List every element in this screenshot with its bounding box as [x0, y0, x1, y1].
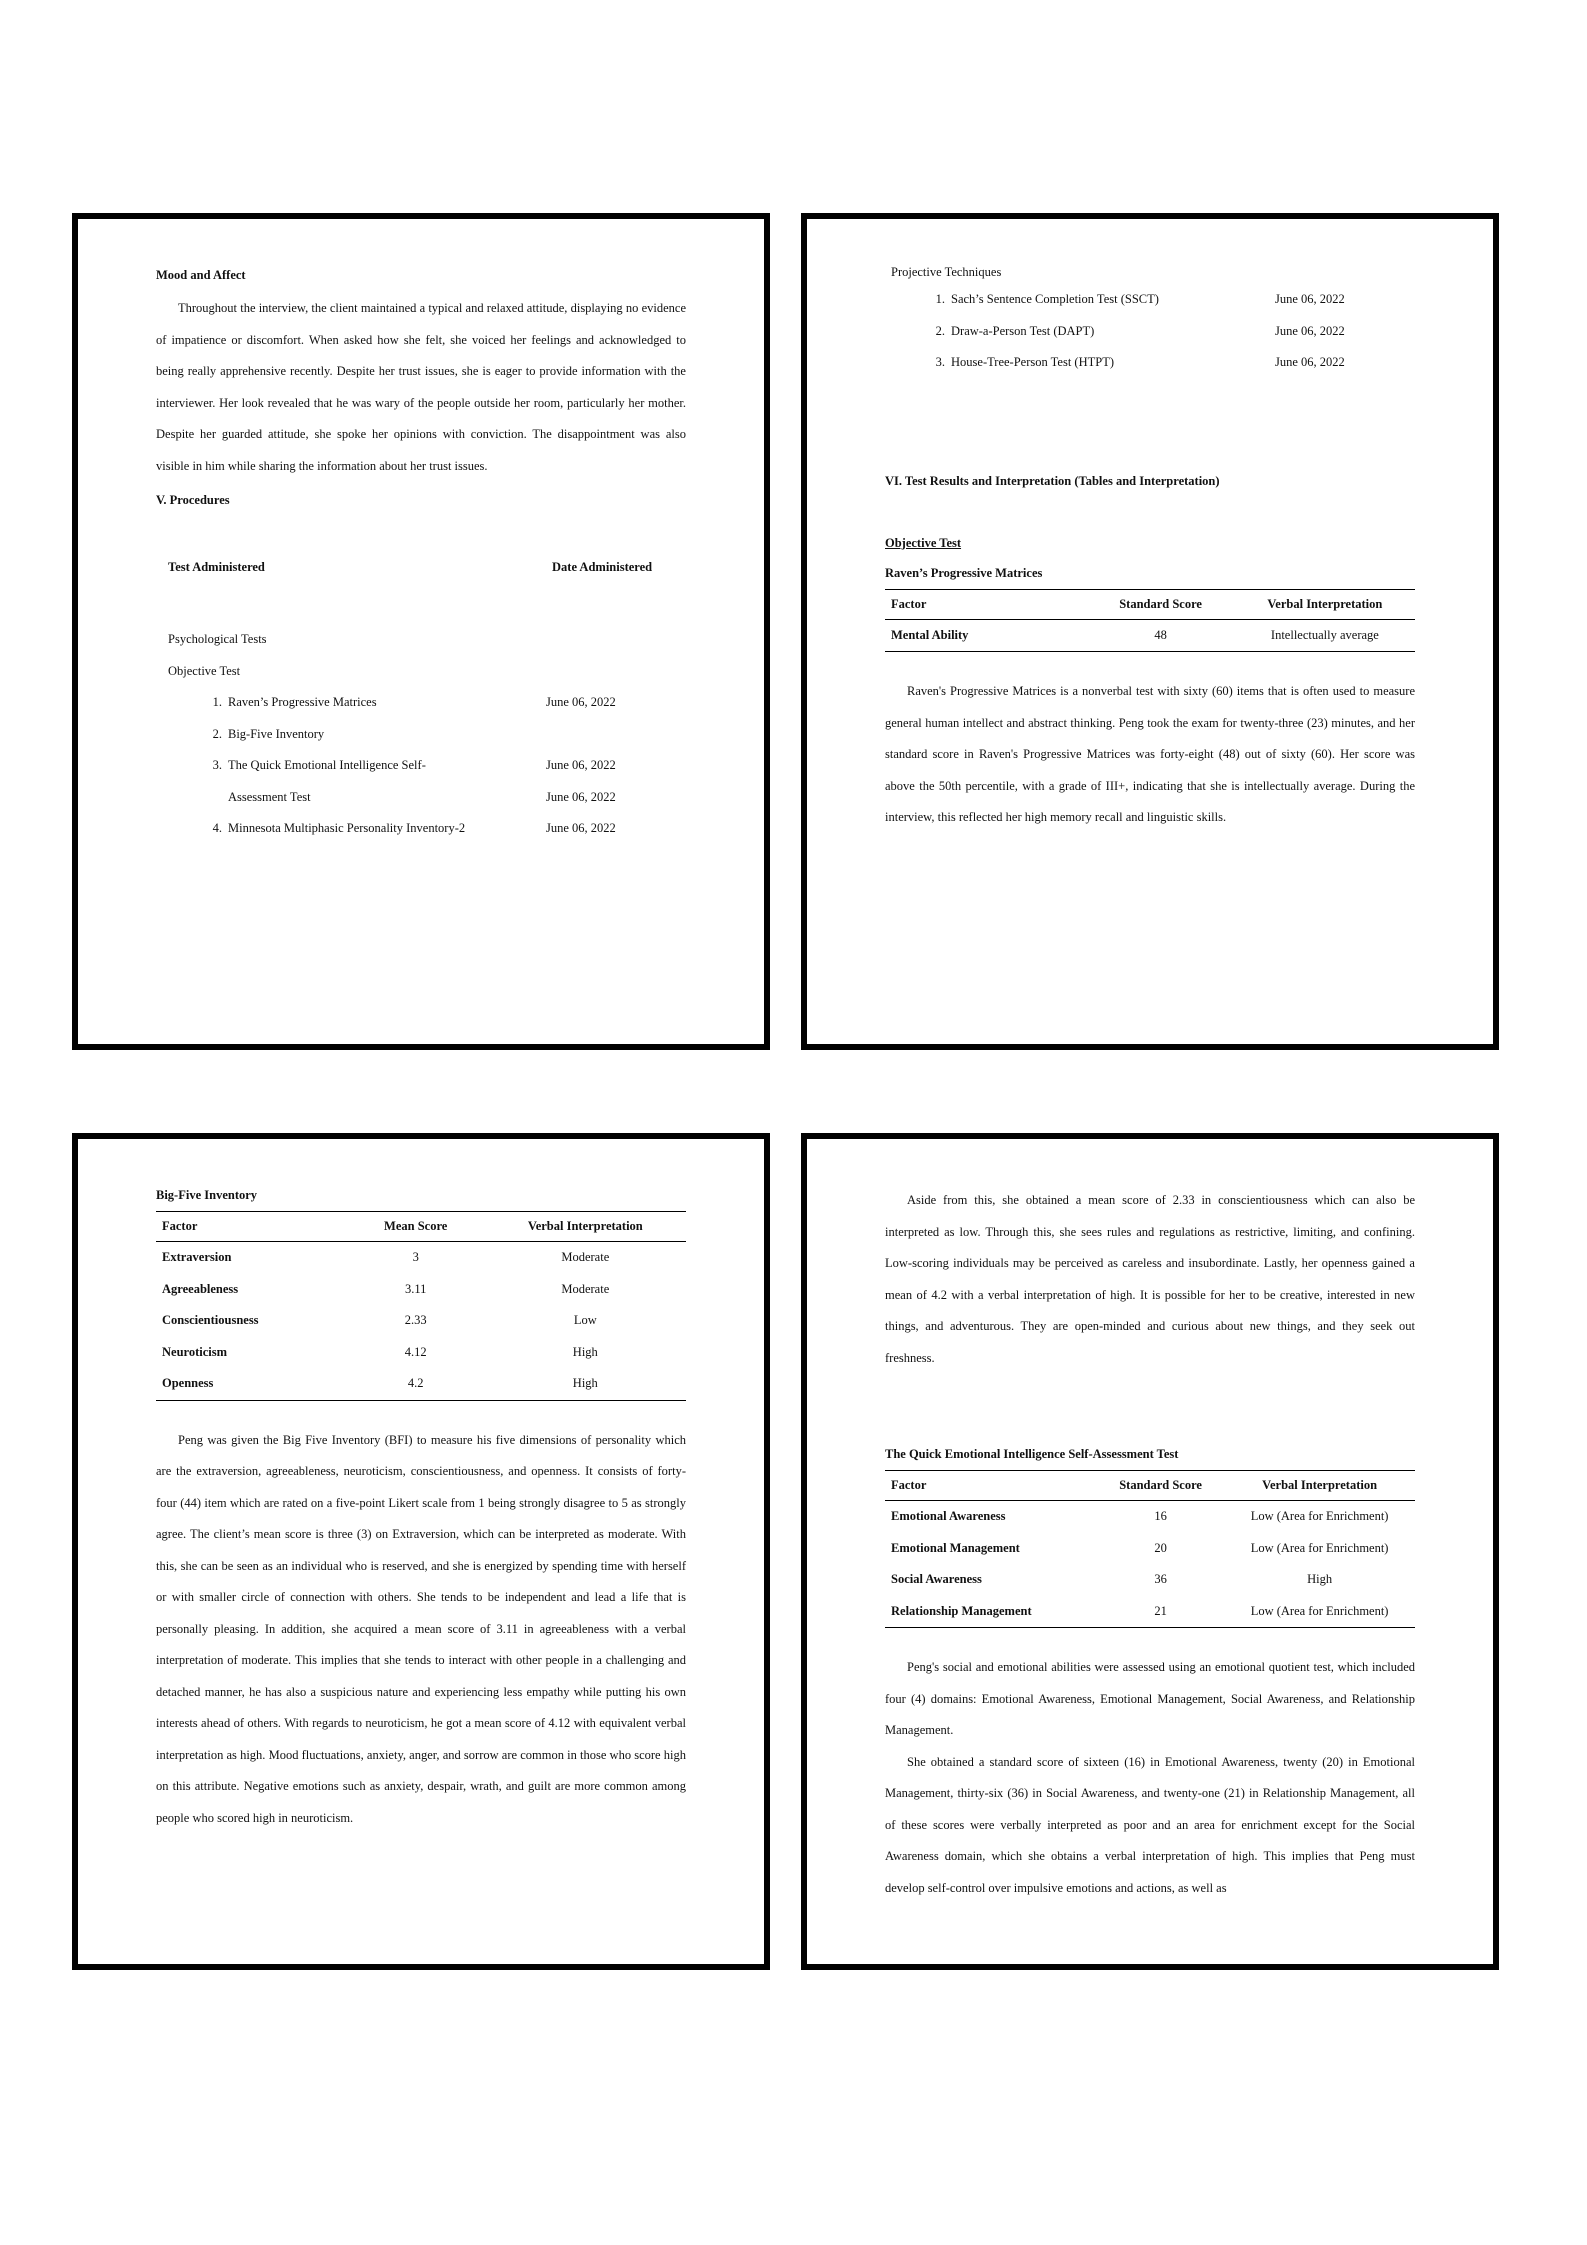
bfi-heading: Big-Five Inventory — [156, 1188, 258, 1202]
bfi-cell-score: 4.12 — [404, 1344, 427, 1359]
projective-test-row — [885, 316, 1415, 348]
bfi-cell-interp: Moderate — [561, 1250, 610, 1265]
mood-heading: Mood and Affect — [156, 268, 246, 282]
procedure-test-date: June 06, 2022 — [546, 695, 616, 709]
procedures-list — [156, 624, 686, 845]
conscientiousness-paragraph: Aside from this, she obtained a mean score of 2.33 in conscientiousness which can also be interpreted as low. Through this, she sees rules and regulations as restrictive, limiting, and confining. Low-scoring individuals may be perceived as careless and insubordinate. Lastly, her openness gained a mean of 4.2 with a verbal interpretation of high. It is possible for her to be creative, interested in new things, and adventurous. They are open-minded and curious about new things, and they seek out freshness. — [885, 1193, 1415, 1365]
raven-cell-factor: Mental Ability — [885, 619, 1086, 652]
procedure-test-number: 4. — [212, 821, 222, 835]
bfi-cell-interp: High — [485, 1368, 686, 1400]
bfi-cell-score: 3.11 — [404, 1281, 427, 1296]
page-4 — [801, 1133, 1499, 1970]
objective-test-label: Objective Test — [168, 663, 241, 678]
bfi-row — [156, 1274, 686, 1306]
bfi-row — [156, 1305, 686, 1337]
col-date-administered: Date Administered — [552, 560, 653, 574]
projective-test-number: 3. — [935, 355, 945, 370]
eq-cell-factor: Emotional Awareness — [891, 1509, 1006, 1524]
bfi-cell-interp: Low — [573, 1313, 597, 1328]
projective-test-name: Draw-a-Person Test (DAPT) — [951, 323, 1095, 338]
eq-cell-factor: Relationship Management — [885, 1596, 1097, 1628]
page-3 — [72, 1133, 770, 1970]
raven-col-header: Verbal Interpretation — [1235, 589, 1415, 619]
bfi-paragraph: Peng was given the Big Five Inventory (BFI) to measure his five dimensions of personality which are the extraversion, agreeableness, neuroticism, conscientiousness, and openness. It consists of forty-four (44) item which are rated on a five-point Likert scale from 1 being strongly disagree to 5 as strongly agree. The client’s mean score is three (3) on Extraversion, which can be interpreted as moderate. With this, she can be seen as an individual who is reserved, and she is energized by spending time with herself or with smaller circle of connection with others. She tends to be independent and lead a life that is personally pleasing. In addition, she acquired a mean score of 3.11 in agreeableness with a verbal interpretation of moderate. This implies that she tends to interact with other people in a challenging and detached manner, he has also a suspicious nature and experiencing less empathy while putting his own interests ahead of others. With regards to neuroticism, he got a mean score of 4.12 with equivalent verbal interpretation as high. Mood fluctuations, anxiety, anger, and sorrow are common in those who score high on this attribute. Negative emotions such as anxiety, despair, wrath, and guilt are more common among people who scored high in neuroticism. — [156, 1432, 686, 1825]
bfi-cell-interp: High — [572, 1344, 598, 1359]
page-1 — [72, 213, 770, 1050]
procedure-test-number: 3. — [212, 758, 222, 772]
objective-test-heading: Objective Test — [885, 535, 962, 550]
procedure-test-name: Minnesota Multiphasic Personality Inventory-2 — [228, 821, 466, 835]
eq-paragraph-1: Peng's social and emotional abilities were assessed using an emotional quotient test, which included four (4) domains: Emotional Awareness, Emotional Management, Social Awareness, and Relationship Management. — [885, 1660, 1415, 1737]
projective-test-row — [885, 347, 1415, 379]
raven-col-header: Factor — [885, 589, 1086, 619]
eq-row — [885, 1596, 1415, 1628]
eq-col-header: Verbal Interpretation — [1224, 1471, 1415, 1501]
page-2 — [801, 213, 1499, 1050]
eq-cell-interp: Low (Area for Enrichment) — [1224, 1596, 1415, 1628]
mood-paragraph: Throughout the interview, the client maintained a typical and relaxed attitude, displaying no evidence of impatience or discomfort. When asked how she felt, she voiced her feelings and acknowledged to being really apprehensive recently. Despite her trust issues, she is eager to provide information with the interviewer. Her look revealed that he was wary of the people outside her room, particularly her mother. Despite her guarded attitude, she spoke her opinions with conviction. The disappointment was also visible in him while sharing the information about her trust issues. — [156, 301, 686, 473]
procedure-test-date: June 06, 2022 — [546, 821, 616, 835]
bfi-cell-factor: Conscientiousness — [162, 1313, 259, 1328]
eq-cell-interp: High — [1307, 1572, 1333, 1587]
raven-cell-score: 48 — [1086, 619, 1234, 652]
bfi-cell-score: 2.33 — [404, 1313, 427, 1328]
bfi-cell-score: 4.2 — [347, 1368, 485, 1400]
projective-test-name: Sach’s Sentence Completion Test (SSCT) — [951, 292, 1159, 307]
bfi-cell-factor: Openness — [156, 1368, 347, 1400]
procedure-test-number: 1. — [212, 695, 222, 709]
procedure-test-number: 2. — [212, 726, 222, 741]
bfi-row — [156, 1337, 686, 1369]
procedure-test-row — [168, 719, 686, 751]
procedure-test-row — [168, 750, 686, 782]
procedure-test-row — [168, 813, 686, 845]
procedure-test-name: The Quick Emotional Intelligence Self- — [228, 758, 426, 772]
psychological-tests-label: Psychological Tests — [168, 632, 267, 646]
eq-cell-interp: Low (Area for Enrichment) — [1250, 1509, 1389, 1524]
raven-heading: Raven’s Progressive Matrices — [885, 565, 1043, 580]
bfi-col-header: Verbal Interpretation — [485, 1212, 686, 1242]
eq-cell-factor: Emotional Management — [891, 1540, 1020, 1555]
section-vi-heading: VI. Test Results and Interpretation (Tables and Interpretation) — [885, 473, 1220, 488]
eq-col-header: Factor — [885, 1471, 1097, 1501]
bfi-col-header: Factor — [156, 1212, 347, 1242]
procedures-heading: V. Procedures — [156, 493, 230, 507]
projective-test-date: June 06, 2022 — [1275, 292, 1345, 307]
bfi-cell-factor: Agreeableness — [162, 1281, 239, 1296]
procedure-test-date: June 06, 2022 — [546, 789, 616, 804]
eq-cell-score: 16 — [1154, 1509, 1167, 1524]
bfi-row — [156, 1242, 686, 1274]
eq-cell-score: 21 — [1097, 1596, 1224, 1628]
eq-heading: The Quick Emotional Intelligence Self-Assessment Test — [885, 1447, 1179, 1461]
bfi-row — [156, 1368, 686, 1400]
raven-col-header: Standard Score — [1086, 589, 1234, 619]
procedure-test-row — [168, 782, 686, 814]
procedure-test-name: Raven’s Progressive Matrices — [228, 695, 377, 709]
raven-paragraph: Raven's Progressive Matrices is a nonverbal test with sixty (60) items that is often used to measure general human intellect and abstract thinking. Peng took the exam for twenty-three (23) minutes, and her standard score in Raven's Progressive Matrices was forty-eight (48) out of sixty (60). Her score was above the 50th percentile, with a grade of III+, indicating that she is intellectually average. During the interview, this reflected her high memory recall and linguistic skills. — [885, 684, 1415, 824]
bfi-cell-factor: Neuroticism — [162, 1344, 228, 1359]
col-test-administered: Test Administered — [168, 560, 265, 574]
bfi-cell-score: 3 — [412, 1250, 419, 1265]
projective-test-date: June 06, 2022 — [1275, 355, 1345, 370]
eq-row — [885, 1533, 1415, 1565]
eq-col-header: Standard Score — [1097, 1471, 1224, 1501]
raven-cell-interp: Intellectually average — [1235, 619, 1415, 652]
raven-row — [885, 619, 1415, 652]
procedure-test-name: Assessment Test — [228, 789, 311, 804]
procedure-test-row — [168, 687, 686, 719]
projective-heading: Projective Techniques — [891, 265, 1002, 279]
projective-test-date: June 06, 2022 — [1275, 323, 1345, 338]
bfi-table — [156, 1211, 686, 1401]
projective-test-row — [885, 284, 1415, 316]
procedures-table-header — [156, 560, 686, 580]
eq-paragraph-2: She obtained a standard score of sixteen (16) in Emotional Awareness, twenty (20) in Emotional Management, thirty-six (36) in Social Awareness, and twenty-one (21) in Relationship Management, all of these scores were verbally interpreted as poor and an area for enrichment except for the Social Awareness domain, which she obtains a verbal interpretation of high. This implies that Peng must develop self-control over impulsive emotions and actions, as well as — [885, 1754, 1415, 1895]
raven-table — [885, 589, 1415, 653]
projective-test-number: 2. — [935, 323, 945, 338]
procedure-test-date: June 06, 2022 — [546, 758, 616, 772]
eq-row — [885, 1564, 1415, 1596]
eq-cell-interp: Low (Area for Enrichment) — [1250, 1540, 1389, 1555]
eq-table — [885, 1470, 1415, 1628]
bfi-cell-interp: Moderate — [561, 1281, 610, 1296]
bfi-col-header: Mean Score — [347, 1212, 485, 1242]
eq-cell-score: 36 — [1154, 1572, 1167, 1587]
bfi-cell-factor: Extraversion — [162, 1250, 232, 1265]
procedure-test-name: Big-Five Inventory — [228, 726, 325, 741]
projective-test-number: 1. — [935, 292, 945, 307]
eq-cell-factor: Social Awareness — [891, 1572, 982, 1587]
projective-test-name: House-Tree-Person Test (HTPT) — [951, 355, 1114, 370]
eq-cell-score: 20 — [1154, 1540, 1167, 1555]
eq-row — [885, 1501, 1415, 1533]
